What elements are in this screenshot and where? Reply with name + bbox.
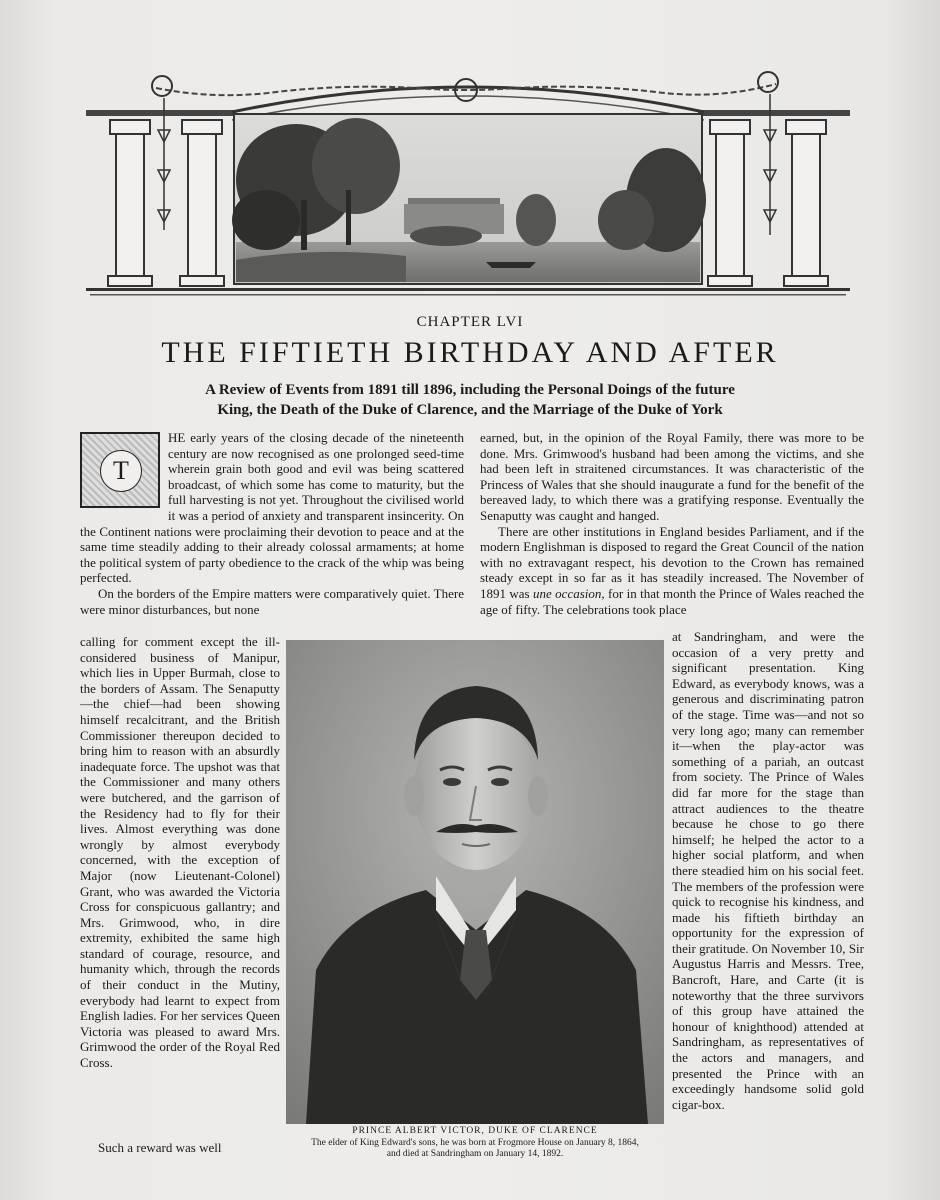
paragraph-fiftieth-birthday [480, 524, 864, 618]
right-column-top [480, 430, 864, 617]
paragraph-grimwood-fund: earned, but, in the opinion of the Royal Family, there was more to be done. Mrs. Grimwood's husband had been among the victims, and she had been left in straitened circumstances. It was characteristic of the Princess of Wales that she should inaugurate a fund for the benefit of the bereaved lady, to which there was a gratifying response. Eventually the Senaputty was caught and hanged. [480, 430, 864, 523]
left-column-bottom [80, 1140, 280, 1156]
birthday-text-a: There are other institutions in England besides Parliament, and if the modern Englishman is disposed to regard the Great Council of the nation with no extravagant respect, his devotion to the Crown has remained steady except in so far as it has steadily increased. The November of 1891 was [480, 523, 864, 601]
paragraph-sandringham: at Sandringham, and were the occasion of a very pretty and significant presentation. King Edward, as everybody knows, was a generous and discriminating patron of the stage. Time was—and not so very long ago; many can remember it—when the play-actor was something of a pariah, an outcast from society. The Prince of Wales did far more for the stage than attract audiences to the theatre because he chose to go there himself; he helped the actor to a higher social platform, and when there steadied him on his social feet. The members of the profession were quick to recognise his kindness, and made his fiftieth birthday an opportunity for the expression of their gratitude. On November 10, Sir Augustus Harris and Messrs. Tree, Bancroft, Hare, and Carte (it is noteworthy that the three survivors of this group have attained the honour of knighthood) attended at Sandringham, as representatives of the actors and managers, and presented the Prince with an exceedingly handsome solid gold cigar-box. [672, 629, 864, 1112]
paragraph-opening: HE early years of the closing decade of the nineteenth century are now recognised as one prolonged seed-time wherein grain both good and evil was being scattered broadcast, of which some has come to maturity, but the full harvesting is not yet. Throughout the civilised world it was a period of anxiety and transparent insincerity. On the Continent nations were proclaiming their devotion to peace and at the same time steadily adding to their already colossal armaments; at home the political system of party obedience to the crack of the whip was being perfected. [80, 430, 464, 586]
chapter-number: CHAPTER LVI [416, 314, 524, 330]
left-column-top [80, 430, 464, 617]
birthday-text-b: , for in that month the Prince of Wales reached the age of fifty. The celebrations took place [480, 585, 865, 617]
chapter-title: THE FIFTIETH BIRTHDAY AND AFTER [161, 336, 779, 369]
left-column-narrow [80, 634, 280, 1071]
drop-cap-letter: T [100, 450, 142, 492]
caption-title: PRINCE ALBERT VICTOR, DUKE OF CLARENCE [352, 1126, 598, 1136]
birthday-text-emphasis: une occasion [533, 585, 602, 601]
portrait-photograph [286, 640, 664, 1124]
caption-line-2: and died at Sandringham on January 14, 1892. [386, 1149, 564, 1159]
caption-line-1: The elder of King Edward's sons, he was born at Frogmore House on January 8, 1864, [311, 1137, 639, 1148]
chapter-subtitle [110, 380, 830, 420]
subtitle-line-1: A Review of Events from 1891 till 1896, including the Personal Doings of the future [205, 382, 735, 398]
drop-cap-ornament [80, 432, 160, 508]
paragraph-reward: Such a reward was well [98, 1140, 222, 1155]
header-engraving [86, 70, 850, 300]
portrait-caption [280, 1126, 670, 1161]
paragraph-empire-borders: On the borders of the Empire matters were comparatively quiet. There were minor disturbances, but none [80, 585, 464, 617]
subtitle-line-2: King, the Death of the Duke of Clarence, and the Marriage of the Duke of York [217, 402, 723, 418]
paragraph-manipur: calling for comment except the ill-considered business of Manipur, which lies in Upper Burmah, close to the borders of Assam. The Senaputty—the chief—had been showing himself recalcitrant, and the British Commissioner thereupon decided to bring him to reason with an absurdly inadequate force. The upshot was that the Commissioner and many others were butchered, and the garrison of the Residency had to fly for their lives. Almost everything was done wrongly by almost everybody concerned, with the exception of Major (now Lieutenant-Colonel) Grant, who was awarded the Victoria Cross for conspicuous gallantry; and Mrs. Grimwood, who, in dire extremity, exhibited the same high standard of courage, resource, and humanity which, through the records of their conduct in the Mutiny, everybody had learnt to expect from English ladies. For her services Queen Victoria was pleased to award Mrs. Grimwood the order of the Royal Red Cross. [80, 634, 281, 1071]
right-column-narrow [672, 629, 864, 1112]
